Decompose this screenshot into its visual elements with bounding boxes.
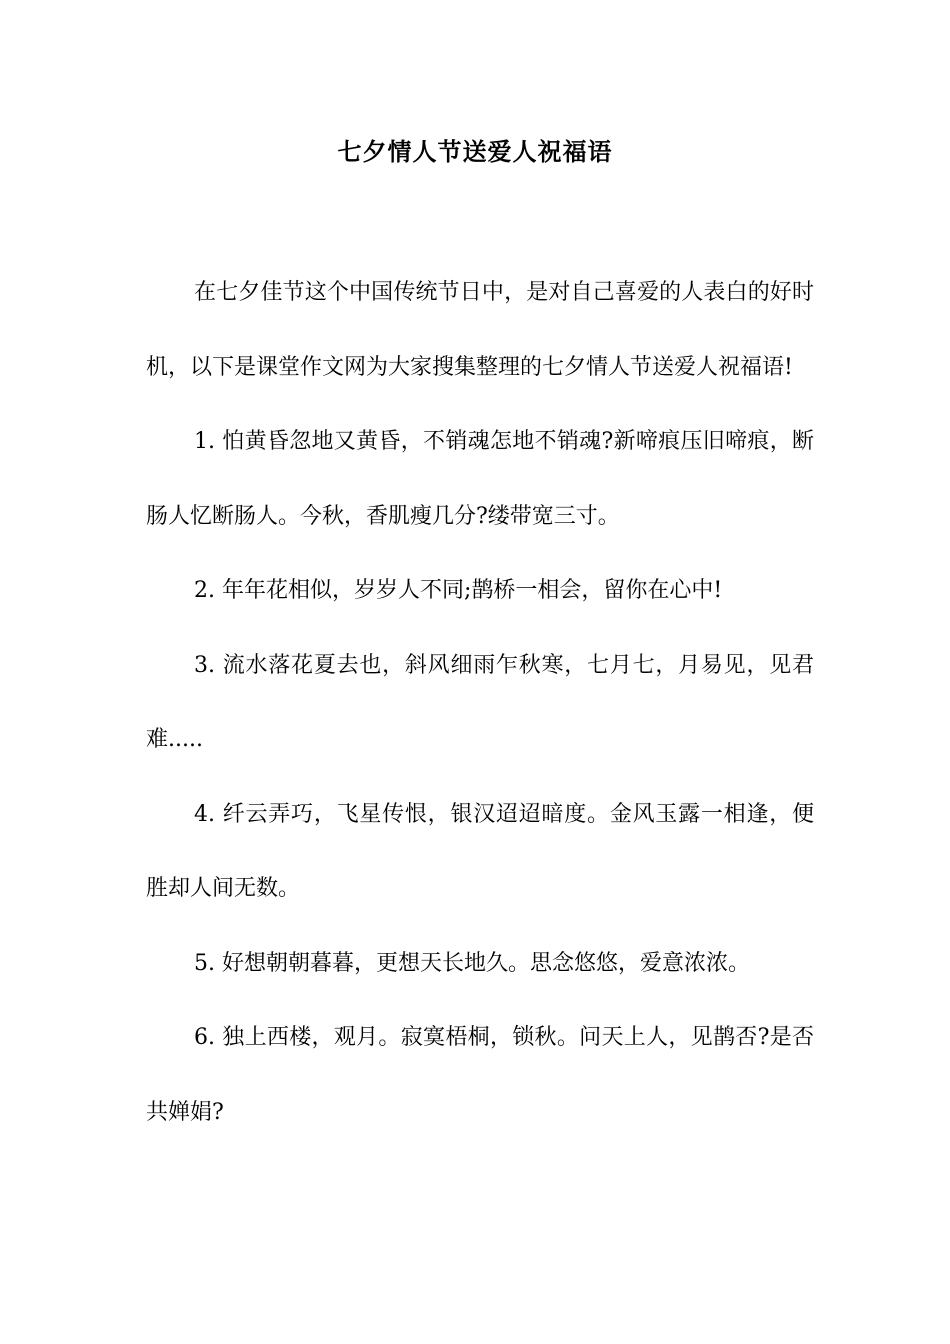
list-item: 2. 年年花相似，岁岁人不同;鹊桥一相会，留你在心中! <box>194 578 723 603</box>
list-item: 6. 独上西楼，观月。寂寞梧桐，锁秋。问天上人，见鹊否?是否共婵娟? <box>146 1025 814 1125</box>
list-item: 4. 纤云弄巧，飞星传恨，银汉迢迢暗度。金风玉露一相逢，便胜却人间无数。 <box>146 801 814 901</box>
list-item: 5. 好想朝朝暮暮，更想天长地久。思念悠悠，爱意浓浓。 <box>194 950 750 976</box>
document-body <box>146 256 814 1150</box>
list-item: 1. 怕黄昏忽地又黄昏，不销魂怎地不销魂?新啼痕压旧啼痕，断肠人忆断肠人。今秋，香肌瘦几分?缕带宽三寸。 <box>146 429 814 529</box>
list-item: 3. 流水落花夏去也，斜风细雨乍秋寒，七月七，月易见，见君难..... <box>146 652 814 752</box>
document-title: 七夕情人节送爱人祝福语 <box>337 137 613 166</box>
intro-paragraph: 在七夕佳节这个中国传统节日中，是对自己喜爱的人表白的好时机，以下是课堂作文网为大家搜集整理的七夕情人节送爱人祝福语! <box>146 280 814 380</box>
